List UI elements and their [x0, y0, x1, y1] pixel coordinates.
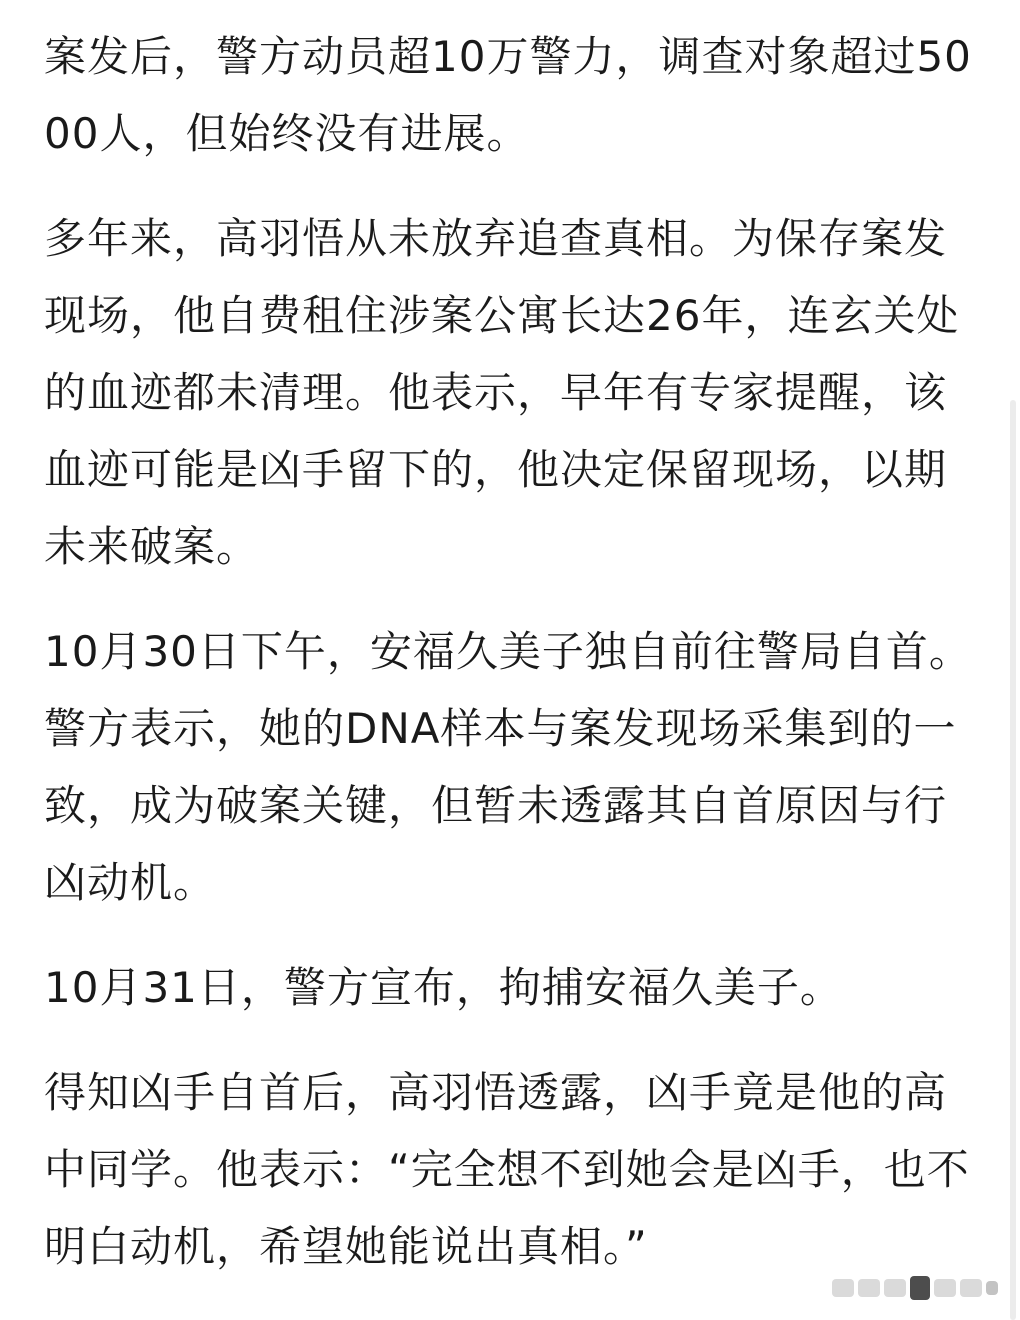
article-paragraph: 10月31日，警方宣布，拘捕安福久美子。: [44, 963, 843, 1012]
watermark-mark: [832, 1279, 854, 1297]
article-paragraph: 多年来，高羽悟从未放弃追查真相。为保存案发现场，他自费租住涉案公寓长达26年，连玄关处的血迹都未清理。他表示，早年有专家提醒，该血迹可能是凶手留下的，他决定保留现场，以期未来破案。: [44, 214, 960, 571]
article-paragraph: 案发后，警方动员超10万警力，调查对象超过5000人，但始终没有进展。: [44, 32, 972, 158]
article-paragraph: 得知凶手自首后，高羽悟透露，凶手竟是他的高中同学。他表示：“完全想不到她会是凶手，也不明白动机，希望她能说出真相。”: [44, 1068, 970, 1271]
watermark-mark: [986, 1281, 998, 1295]
article-body: [44, 18, 979, 1285]
watermark-mark: [858, 1279, 880, 1297]
watermark-mark: [884, 1279, 906, 1297]
watermark-mark: [960, 1279, 982, 1297]
scrollbar[interactable]: [1010, 400, 1016, 1320]
article-paragraph: 10月30日下午，安福久美子独自前往警局自首。警方表示，她的DNA样本与案发现场采集到的一致，成为破案关键，但暂未透露其自首原因与行凶动机。: [44, 627, 972, 907]
watermark-mark: [910, 1276, 930, 1300]
watermark-mark: [934, 1279, 956, 1297]
watermark-logo: [832, 1276, 998, 1300]
